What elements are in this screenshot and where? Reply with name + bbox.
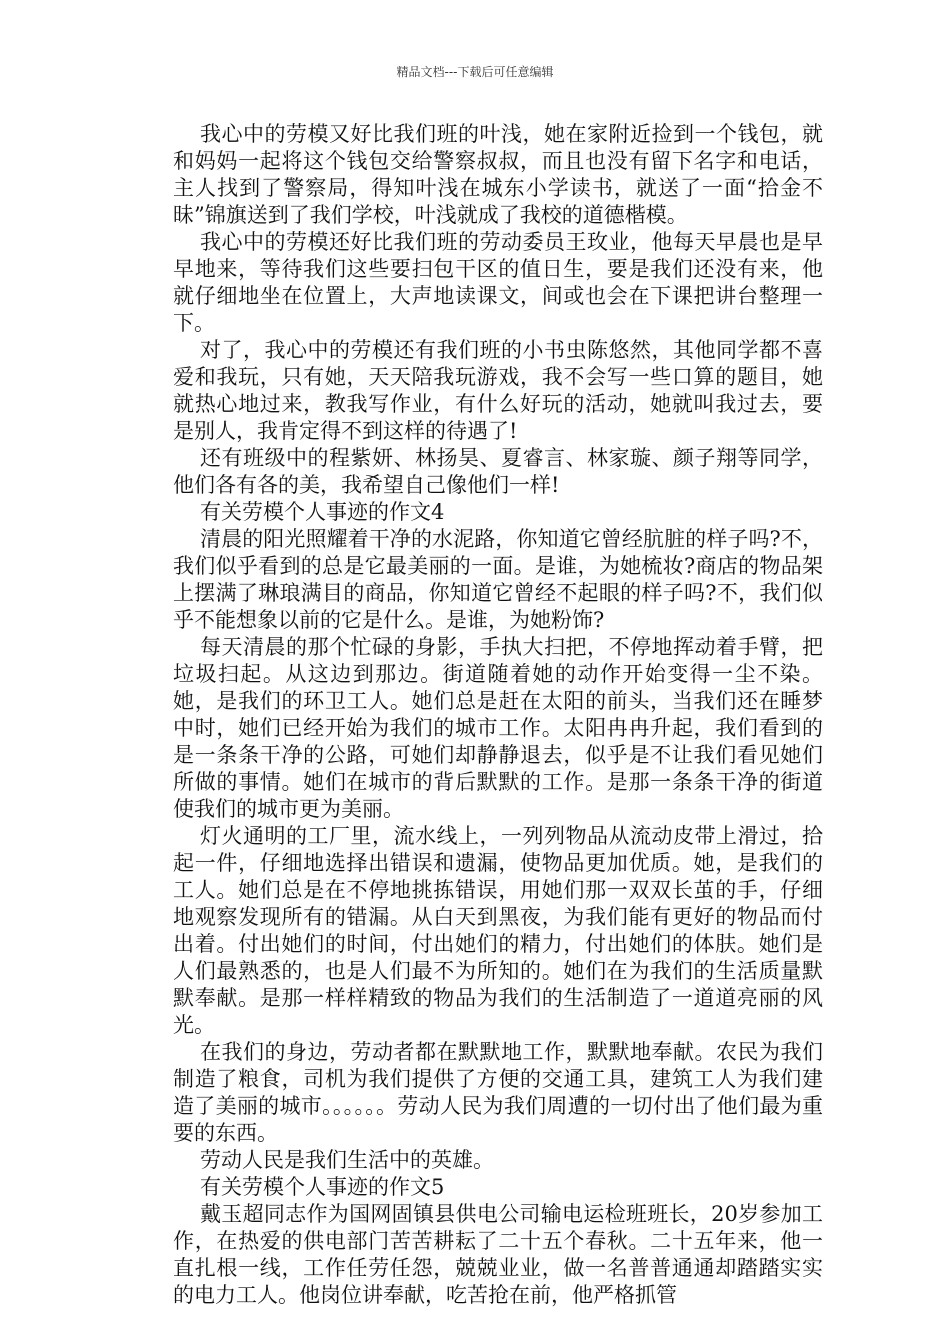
section-heading: 有关劳模个人事迹的作文4 <box>200 500 445 524</box>
paragraph: 对了，我心中的劳模还有我们班的小书虫陈悠然，其他同学都不喜爱和我玩，只有她，天天陪我玩游戏，我不会写一些口算的题目，她就热心地过来，教我写作业，有什么好玩的活动，她就叫我过去，要是别人，我肯定得不到这样的待遇了! <box>173 338 823 443</box>
section-heading: 有关劳模个人事迹的作文5 <box>200 1175 445 1199</box>
paragraph: 劳动人民是我们生活中的英雄。 <box>200 1148 494 1172</box>
paragraph: 灯火通明的工厂里，流水线上，一列列物品从流动皮带上滑过，拾起一件，仔细地选择出错误和遗漏，使物品更加优质。她，是我们的工人。她们总是在不停地挑拣错误，用她们那一双双长茧的手，仔细地观察发现所有的错漏。从白天到黑夜，为我们能有更好的物品而付出着。付出她们的时间，付出她们的精力，付出她们的体肤。她们是人们最熟悉的，也是人们最不为所知的。她们在为我们的生活质量默默奉献。是那一样样精致的物品为我们的生活制造了一道道亮丽的风光。 <box>173 824 823 1037</box>
page-header: 精品文档---下载后可任意编辑 <box>396 65 554 79</box>
paragraph: 我心中的劳模还好比我们班的劳动委员王玫业，他每天早晨也是早早地来，等待我们这些要扫包干区的值日生，要是我们还没有来，他就仔细地坐在位置上，大声地读课文，间或也会在下课把讲台整理一下。 <box>173 230 823 335</box>
paragraph: 我心中的劳模又好比我们班的叶浅，她在家附近捡到一个钱包，就和妈妈一起将这个钱包交给警察叔叔，而且也没有留下名字和电话，主人找到了警察局，得知叶浅在城东小学读书，就送了一面“拾金不昧”锦旗送到了我们学校，叶浅就成了我校的道德楷模。 <box>173 122 823 227</box>
paragraph: 每天清晨的那个忙碌的身影，手执大扫把，不停地挥动着手臂，把垃圾扫起。从这边到那边。街道随着她的动作开始变得一尘不染。她，是我们的环卫工人。她们总是赶在太阳的前头，当我们还在睡梦中时，她们已经开始为我们的城市工作。太阳冉冉升起，我们看到的是一条条干净的公路，可她们却静静退去，似乎是不让我们看见她们所做的事情。她们在城市的背后默默的工作。是那一条条干净的街道使我们的城市更为美丽。 <box>173 635 823 821</box>
document-body <box>173 121 823 1309</box>
paragraph: 还有班级中的程紫妍、林扬昊、夏睿言、林家璇、颜子翔等同学，他们各有各的美，我希望自己像他们一样! <box>173 446 823 497</box>
paragraph: 在我们的身边，劳动者都在默默地工作，默默地奉献。农民为我们制造了粮食，司机为我们提供了方便的交通工具，建筑工人为我们建造了美丽的城市。。。。。。劳动人民为我们周遭的一切付出了他们最为重要的东西。 <box>173 1040 823 1145</box>
paragraph: 戴玉超同志作为国网固镇县供电公司输电运检班班长，20岁参加工作，在热爱的供电部门苦苦耕耘了二十五个春秋。二十五年来，他一直扎根一线，工作任劳任怨，兢兢业业，做一名普普通通却踏踏实实的电力工人。他岗位讲奉献，吃苦抢在前，他严格抓管 <box>173 1202 823 1307</box>
paragraph: 清晨的阳光照耀着干净的水泥路，你知道它曾经肮脏的样子吗?不，我们似乎看到的总是它最美丽的一面。是谁，为她梳妆?商店的物品架上摆满了琳琅满目的商品，你知道它曾经不起眼的样子吗?不，我们似乎不能想象以前的它是什么。是谁，为她粉饰? <box>173 527 823 632</box>
